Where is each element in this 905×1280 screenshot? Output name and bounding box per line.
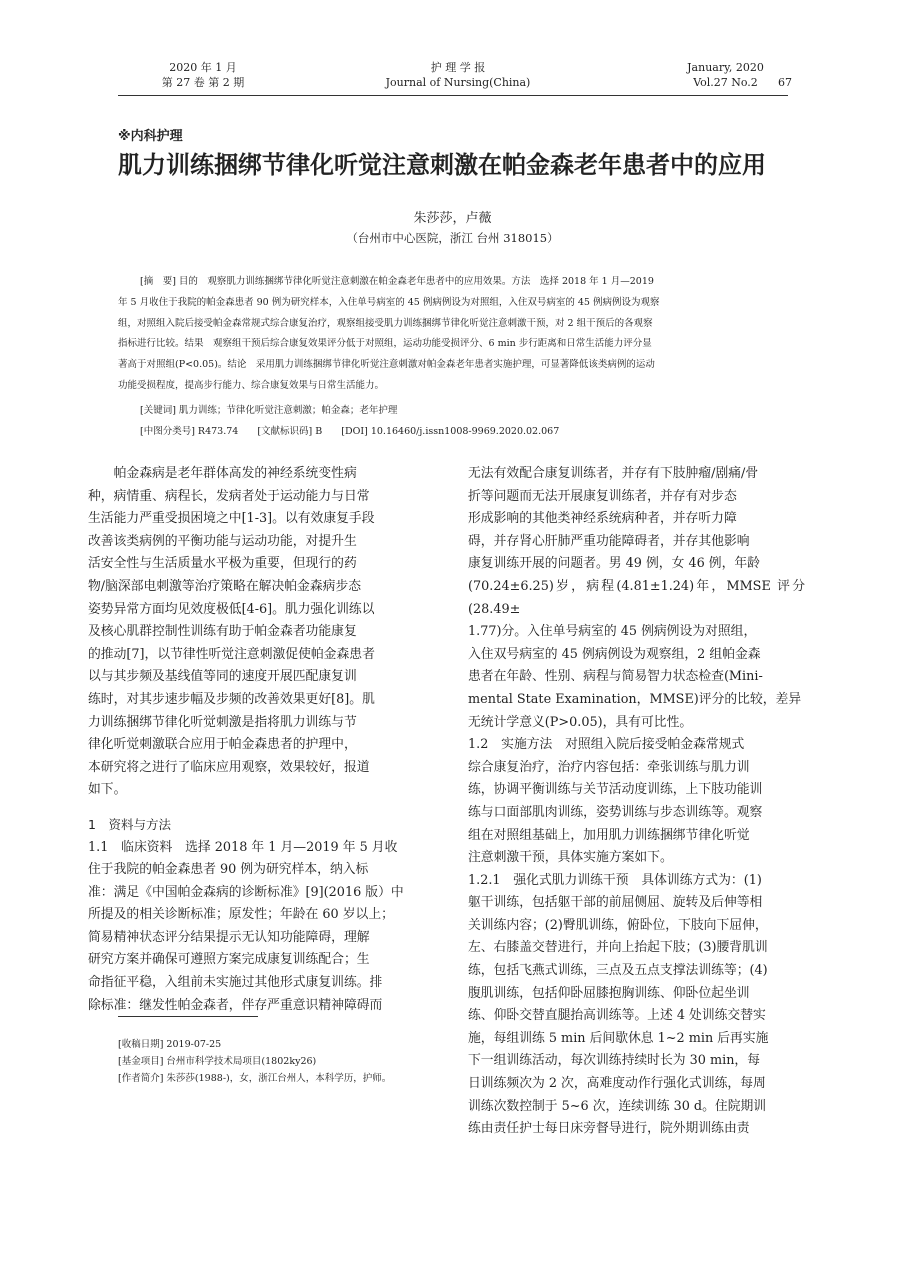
body-line: 练时，对其步速步幅及步频的改善效果更好[8]。肌 xyxy=(88,691,375,707)
body-line: 注意刺激干预，具体实施方案如下。 xyxy=(468,850,673,866)
body-line: 下一组训练活动，每次训练持续时长为 30 min，每 xyxy=(468,1053,761,1069)
body-line: 施，每组训练 5 min 后间歇休息 1~2 min 后再实施 xyxy=(468,1030,769,1046)
body-line: 练由责任护士每日床旁督导进行，院外期训练由责 xyxy=(468,1121,750,1137)
body-line: 所提及的相关诊断标准；原发性；年龄在 60 岁以上； xyxy=(88,907,394,923)
footnote-author-bio: [作者简介] 朱莎莎(1988-)，女，浙江台州人，本科学历，护师。 xyxy=(118,1073,392,1084)
header-volume-en: Vol.27 No.2 xyxy=(693,76,758,89)
body-line: 简易精神状态评分结果提示无认知功能障碍，理解 xyxy=(88,929,370,945)
body-line: 本研究将之进行了临床应用观察，效果较好，报道 xyxy=(88,759,370,775)
body-line: 种，病情重、病程长，发病者处于运动能力与日常 xyxy=(88,488,370,504)
body-line: 折等问题而无法开展康复训练者，并存有对步态 xyxy=(468,488,737,504)
header-date-cn: 2020 年 1 月 xyxy=(169,61,237,74)
abstract xyxy=(118,272,793,397)
abstract-line: 功能受损程度，提高步行能力、综合康复效果与日常生活能力。 xyxy=(118,379,385,391)
body-line: 练与口面部肌肉训练，姿势训练与步态训练等。观察 xyxy=(468,804,763,820)
body-line: 除标准：继发性帕金森者，伴存严重意识精神障碍而 xyxy=(88,997,383,1013)
section-heading: 1 资料与方法 xyxy=(88,816,171,832)
header-left xyxy=(158,60,248,90)
body-line: 无统计学意义(P>0.05)，具有可比性。 xyxy=(468,714,693,730)
body-column-right xyxy=(468,463,805,1141)
body-line: 物/脑深部电刺激等治疗策略在解决帕金森病步态 xyxy=(88,578,362,594)
header-journal-cn: 护 理 学 报 xyxy=(430,61,486,74)
header-journal-en: Journal of Nursing(China) xyxy=(385,76,531,89)
body-line: 改善该类病例的平衡功能与运动功能，对提升生 xyxy=(88,533,357,549)
body-line: 1.77)分。入住单号病室的 45 例病例设为对照组， xyxy=(468,624,757,640)
body-line: 碍，并存肾心肝肺严重功能障碍者，并存其他影响 xyxy=(468,533,750,549)
body-line: 如下。 xyxy=(88,782,127,798)
abstract-line: 年 5 月收住于我院的帕金森患者 90 例为研究样本，入住单号病室的 45 例病例设为对照组，入住双号病室的 45 例病例设为观察 xyxy=(118,296,660,308)
body-line: 活安全性与生活质量水平极为重要，但现行的药 xyxy=(88,556,357,572)
header-center xyxy=(383,60,533,90)
body-line: 以与其步频及基线值等同的速度开展匹配康复训 xyxy=(88,669,357,685)
authors: 朱莎莎，卢薇 xyxy=(413,211,492,226)
footnote-received: [收稿日期] 2019-07-25 xyxy=(118,1039,222,1050)
body-line: 命指征平稳，入组前未实施过其他形式康复训练。排 xyxy=(88,975,383,991)
body-line: 力训练捆绑节律化听觉刺激是指将肌力训练与节 xyxy=(88,714,357,730)
footnotes xyxy=(118,1036,458,1087)
body-line: 无法有效配合康复训练者，并存有下肢肿瘤/剧痛/骨 xyxy=(468,466,759,481)
header-rule xyxy=(118,95,788,96)
abstract-line: 组，对照组入院后接受帕金森常规式综合康复治疗，观察组接受肌力训练捆绑节律化听觉注意刺激干预，对 2 组干预后的各观察 xyxy=(118,317,653,329)
body-line: 研究方案并确保可遵照方案完成康复训练配合；生 xyxy=(88,952,370,968)
body-line: 患者在年龄、性别、病程与简易智力状态检查(Mini- xyxy=(468,669,763,685)
body-line: 的推动[7]，以节律性听觉注意刺激促使帕金森患者 xyxy=(88,646,375,662)
body-line: 练、仰卧交替直腿抬高训练等。上述 4 处训练交替实 xyxy=(468,1008,766,1024)
affiliation: （台州市中心医院，浙江 台州 318015） xyxy=(346,231,559,245)
body-line: 生活能力严重受损困境之中[1-3]。以有效康复手段 xyxy=(88,511,375,527)
body-line: 躯干训练，包括躯干部的前屈侧屈、旋转及后伸等相 xyxy=(468,895,763,911)
body-line: 1.1 临床资料 选择 2018 年 1 月—2019 年 5 月收 xyxy=(88,839,398,855)
body-line: 组在对照组基础上，加用肌力训练捆绑节律化听觉 xyxy=(468,827,750,843)
body-line: 及核心肌群控制性训练有助于帕金森者功能康复 xyxy=(88,624,357,640)
body-line: 1.2.1 强化式肌力训练干预 具体训练方式为：(1) xyxy=(468,872,762,888)
body-line: 练，协调平衡训练与关节活动度训练，上下肢功能训 xyxy=(468,782,763,798)
abstract-line: [摘 要] 目的 观察肌力训练捆绑节律化听觉注意刺激在帕金森老年患者中的应用效果。方法 选择 2018 年 1 月—2019 xyxy=(140,276,654,287)
body-line: 律化听觉刺激联合应用于帕金森患者的护理中， xyxy=(88,737,357,753)
body-line: 训练次数控制于 5~6 次，连续训练 30 d。住院期训 xyxy=(468,1098,767,1114)
header-date-en: January, 2020 xyxy=(687,61,764,74)
body-line: 1.2 实施方法 对照组入院后接受帕金森常规式 xyxy=(468,737,745,753)
body-line: 左、右膝盖交替进行，并向上抬起下肢；(3)腰背肌训 xyxy=(468,940,768,956)
body-column-left xyxy=(88,463,425,1017)
body-line: 关训练内容；(2)臀肌训练，俯卧位，下肢向下屈伸， xyxy=(468,917,768,933)
section-tag: ※内科护理 xyxy=(118,129,183,144)
footnote-rule xyxy=(118,1016,258,1017)
body-line: 姿势异常方面均见效度极低[4-6]。肌力强化训练以 xyxy=(88,601,375,617)
header-right xyxy=(683,60,768,90)
keywords: [关键词] 肌力训练；节律化听觉注意刺激；帕金森；老年护理 xyxy=(140,405,398,416)
body-line: 帕金森病是老年群体高发的神经系统变性病 xyxy=(88,466,357,481)
body-line: 康复训练开展的问题者。男 49 例，女 46 例，年龄 xyxy=(468,556,760,572)
page-number: 67 xyxy=(778,76,792,89)
body-line: mental State Examination，MMSE)评分的比较，差异 xyxy=(468,691,802,707)
body-line: 形成影响的其他类神经系统病种者，并存听力障 xyxy=(468,511,737,527)
abstract-line: 著高于对照组(P<0.05)。结论 采用肌力训练捆绑节律化听觉注意刺激对帕金森老年患者实施护理，可显著降低该类病例的运动 xyxy=(118,359,655,371)
body-line: 练，包括飞燕式训练，三点及五点支撑法训练等；(4) xyxy=(468,963,768,979)
body-line: 住于我院的帕金森患者 90 例为研究样本，纳入标 xyxy=(88,862,369,878)
body-line: (70.24±6.25)岁，病程(4.81±1.24)年，MMSE 评分(28.49± xyxy=(468,578,805,617)
footnote-fund: [基金项目] 台州市科学技术局项目(1802ky26) xyxy=(118,1056,317,1067)
article-title: 肌力训练捆绑节律化听觉注意刺激在帕金森老年患者中的应用 xyxy=(118,151,766,179)
classification: [中图分类号] R473.74 [文献标识码] B [DOI] 10.16460/j.issn1008-9969.2020.02.067 xyxy=(140,426,560,437)
body-line: 日训练频次为 2 次，高难度动作行强化式训练，每周 xyxy=(468,1076,766,1092)
body-line: 入住双号病室的 45 例病例设为观察组，2 组帕金森 xyxy=(468,646,761,662)
abstract-line: 指标进行比较。结果 观察组干预后综合康复效果评分低于对照组，运动功能受损评分、6 min 步行距离和日常生活能力评分显 xyxy=(118,338,652,350)
body-line: 腹肌训练，包括仰卧屈膝抱胸训练、仰卧位起坐训 xyxy=(468,985,750,1001)
header-volume-cn: 第 27 卷 第 2 期 xyxy=(161,76,245,89)
body-line: 综合康复治疗，治疗内容包括：牵张训练与肌力训 xyxy=(468,759,750,775)
body-line: 准：满足《中国帕金森病的诊断标准》[9](2016 版）中 xyxy=(88,884,404,900)
